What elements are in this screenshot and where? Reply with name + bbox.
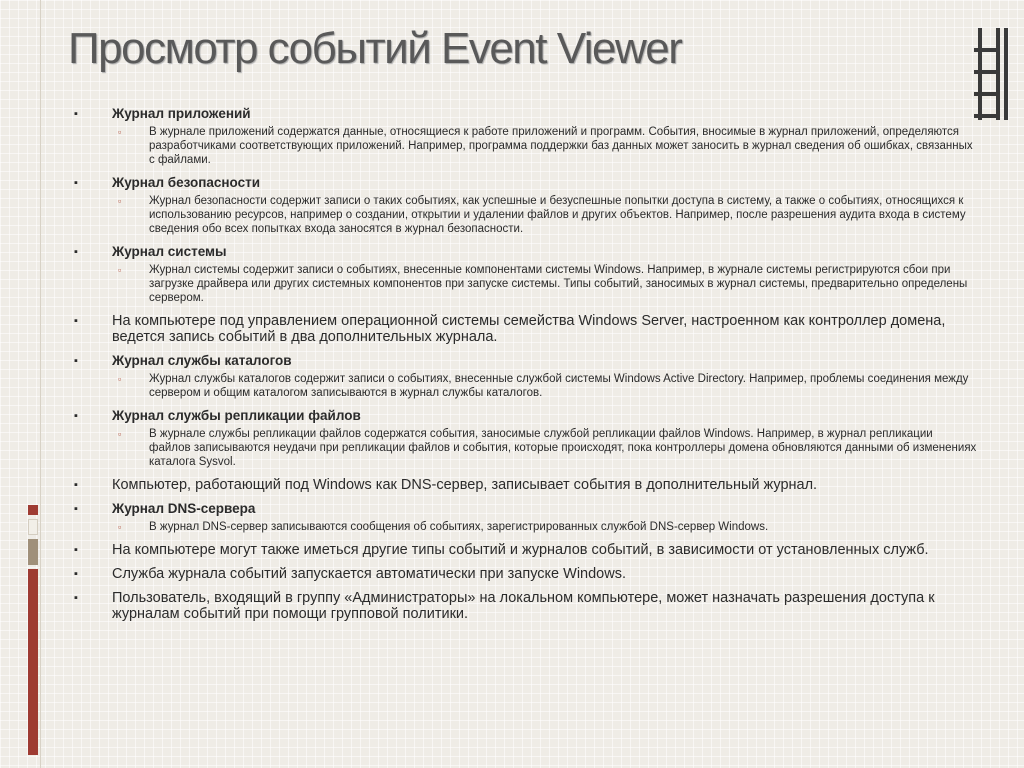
bullet-item	[72, 501, 977, 517]
sub-bullet-text: В журнале службы репликации файлов содержатся события, заносимые службой репликации файлов Windows. Например, в журнал репликации файлов записываются неудачи при репликации файлов и события, которые происходят, пока контроллеры домена обновляются данными об изменениях каталога Sysvol.	[149, 428, 977, 468]
title-ornament	[974, 28, 1024, 120]
sub-bullet-marker-icon: ▫	[118, 522, 122, 532]
bullet-marker-icon: ▪	[74, 568, 78, 580]
bullet-marker-icon: ▪	[74, 246, 78, 258]
bullet-text: На компьютере под управлением операционной системы семейства Windows Server, настроенном как контроллер домена, ведется запись событий в два дополнительных журнала.	[112, 313, 946, 345]
bullet-text: Журнал службы репликации файлов	[112, 408, 361, 423]
deco-segment-tan	[28, 539, 38, 565]
deco-segment-red-top	[28, 505, 38, 515]
bullet-text: Компьютер, работающий под Windows как DNS-сервер, записывает события в дополнительный журнал.	[112, 477, 818, 493]
bullet-text: На компьютере могут также иметься другие типы событий и журналов событий, в зависимости от установленных служб.	[112, 542, 929, 558]
bullet-item	[72, 244, 977, 260]
sub-bullet-marker-icon: ▫	[118, 127, 122, 137]
bullet-text: Журнал безопасности	[112, 175, 261, 190]
bullet-item	[72, 566, 977, 582]
sub-bullet-marker-icon: ▫	[118, 429, 122, 439]
bullet-text: Журнал DNS-сервера	[112, 501, 256, 516]
bullet-marker-icon: ▪	[74, 544, 78, 556]
bullet-item	[72, 313, 977, 345]
bullet-item	[72, 590, 977, 622]
bullet-text: Журнал системы	[112, 244, 227, 259]
bullet-marker-icon: ▪	[74, 355, 78, 367]
bullet-marker-icon: ▪	[74, 410, 78, 422]
bullet-item	[72, 175, 977, 191]
sub-bullet-text: Журнал службы каталогов содержит записи о событиях, внесенные службой системы Windows Active Directory. Например, проблемы соединения между сервером и общим каталогом записываются в журнал службы каталогов.	[149, 373, 969, 399]
sub-bullet-item	[72, 263, 977, 305]
slide-title: Просмотр событий Event Viewer	[68, 24, 682, 73]
sub-bullet-item	[72, 194, 977, 236]
sub-bullet-item	[72, 520, 977, 534]
bullet-text: Служба журнала событий запускается автоматически при запуске Windows.	[112, 566, 626, 582]
sub-bullet-marker-icon: ▫	[118, 265, 122, 275]
bullet-text: Пользователь, входящий в группу «Администраторы» на локальном компьютере, может назначать разрешения доступа к журналам событий при помощи групповой политики.	[112, 590, 935, 622]
sub-bullet-item	[72, 125, 977, 167]
bullet-marker-icon: ▪	[74, 177, 78, 189]
bullet-text: Журнал приложений	[112, 106, 251, 121]
bullet-marker-icon: ▪	[74, 503, 78, 515]
slide-content	[72, 106, 977, 630]
sub-bullet-text: Журнал безопасности содержит записи о таких событиях, как успешные и безуспешные попытки доступа в систему, а также о событиях, относящихся к использованию ресурсов, например о создании, открытии и удалении файлов и других объектов. Например, после разрешения аудита входа в систему сведения обо всех попытках входа заносятся в журнал безопасности.	[149, 195, 966, 235]
deco-segment-red-long	[28, 569, 38, 755]
sub-bullet-item	[72, 427, 977, 469]
bullet-item	[72, 408, 977, 424]
sub-bullet-text: В журнале приложений содержатся данные, относящиеся к работе приложений и программ. События, вносимые в журнал приложений, определяются разработчиками соответствующих приложений. Например, программа поддержки баз данных может заносить в журнал сведения об ошибках, связанных с файлами.	[149, 126, 973, 166]
sub-bullet-marker-icon: ▫	[118, 196, 122, 206]
bullet-item	[72, 477, 977, 493]
bullet-text: Журнал службы каталогов	[112, 353, 292, 368]
sub-bullet-text: В журнал DNS-сервер записываются сообщения об событиях, зарегистрированных службой DNS-сервер Windows.	[149, 521, 769, 533]
bullet-marker-icon: ▪	[74, 108, 78, 120]
bullet-marker-icon: ▪	[74, 592, 78, 604]
bullet-item	[72, 353, 977, 369]
bullet-item	[72, 542, 977, 558]
bullet-marker-icon: ▪	[74, 479, 78, 491]
sub-bullet-marker-icon: ▫	[118, 374, 122, 384]
deco-segment-light	[28, 519, 38, 535]
sub-bullet-text: Журнал системы содержит записи о событиях, внесенные компонентами системы Windows. Например, в журнале системы регистрируются сбои при загрузке драйвера или других системных компонентов при запуске системы. Типы событий, заносимых в журнал системы, предварительно определены сервером.	[149, 264, 968, 304]
bullet-marker-icon: ▪	[74, 315, 78, 327]
bullet-item	[72, 106, 977, 122]
decorative-side-bar	[28, 505, 38, 755]
sub-bullet-item	[72, 372, 977, 400]
